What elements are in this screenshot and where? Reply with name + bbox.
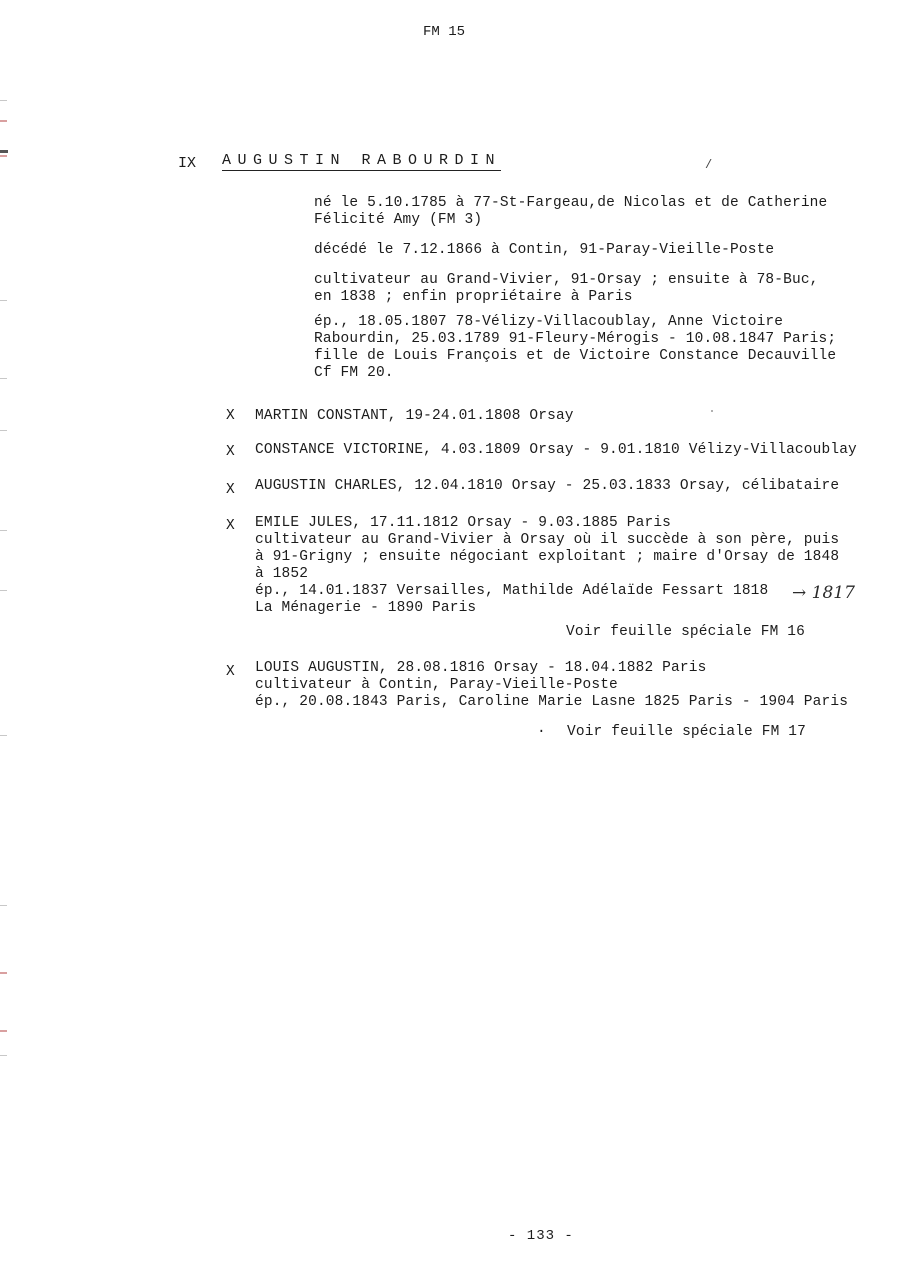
tick-mark: / <box>705 158 713 172</box>
bullet-dot: · <box>537 724 546 740</box>
scan-mark <box>0 100 7 101</box>
occupation-paragraph <box>314 272 819 306</box>
text-line: Cf FM 20. <box>314 365 394 381</box>
child-entry <box>255 408 574 425</box>
text-line: décédé le 7.12.1866 à Contin, 91-Paray-Vieille-Poste <box>314 242 775 258</box>
child-marker: X <box>226 518 235 534</box>
scan-mark <box>0 590 7 591</box>
scan-mark <box>0 735 7 736</box>
text-line: La Ménagerie - 1890 Paris <box>255 600 477 616</box>
page-number: - 133 - <box>508 1228 574 1244</box>
child-marker: X <box>226 444 235 460</box>
child-marker: X <box>226 482 235 498</box>
text-line: ép., 18.05.1807 78-Vélizy-Villacoublay, Anne Victoire <box>314 314 784 330</box>
scan-mark <box>0 430 7 431</box>
scan-mark <box>0 150 8 153</box>
text-line: cultivateur à Contin, Paray-Vieille-Poste <box>255 677 618 693</box>
child-entry <box>255 442 857 459</box>
child-entry <box>255 660 848 711</box>
text-line: MARTIN CONSTANT, 19-24.01.1808 Orsay <box>255 408 574 424</box>
scan-mark <box>0 300 7 301</box>
birth-paragraph <box>314 195 827 229</box>
text-line: en 1838 ; enfin propriétaire à Paris <box>314 289 633 305</box>
text-line: né le 5.10.1785 à 77-St-Fargeau,de Nicolas et de Catherine <box>314 195 828 211</box>
handwritten-annotation: → 1817 <box>792 583 855 603</box>
text-line: fille de Louis François et de Victoire Constance Decauville <box>314 348 837 364</box>
scan-mark <box>0 905 7 906</box>
text-line: EMILE JULES, 17.11.1812 Orsay - 9.03.1885 Paris <box>255 515 672 531</box>
text-line: Félicité Amy (FM 3) <box>314 212 483 228</box>
text-line: cultivateur au Grand-Vivier, 91-Orsay ; ensuite à 78-Buc, <box>314 272 819 288</box>
text-line: à 91-Grigny ; ensuite négociant exploitant ; maire d'Orsay de 1848 <box>255 549 840 565</box>
text-line: Rabourdin, 25.03.1789 91-Fleury-Mérogis - 10.08.1847 Paris; <box>314 331 837 347</box>
child-entry <box>255 478 839 495</box>
section-number: IX <box>178 155 197 172</box>
scan-mark <box>0 1055 7 1056</box>
text-line: CONSTANCE VICTORINE, 4.03.1809 Orsay - 9.01.1810 Vélizy-Villacoublay <box>255 442 857 458</box>
scan-mark <box>0 155 7 157</box>
text-line: cultivateur au Grand-Vivier à Orsay où il succède à son père, puis <box>255 532 840 548</box>
text-line: à 1852 <box>255 566 309 582</box>
text-line: LOUIS AUGUSTIN, 28.08.1816 Orsay - 18.04.1882 Paris <box>255 660 707 676</box>
child-marker: X <box>226 408 235 424</box>
scan-mark <box>0 530 7 531</box>
text-line: ép., 20.08.1843 Paris, Caroline Marie Lasne 1825 Paris - 1904 Paris <box>255 694 849 710</box>
scan-speck <box>711 410 713 412</box>
marriage-paragraph <box>314 314 836 382</box>
cross-reference: Voir feuille spéciale FM 16 <box>566 624 805 640</box>
scan-mark <box>0 972 7 974</box>
scan-mark <box>0 120 7 122</box>
scan-mark <box>0 378 7 379</box>
text-line: ép., 14.01.1837 Versailles, Mathilde Adélaïde Fessart 1818 <box>255 583 769 599</box>
cross-reference: Voir feuille spéciale FM 17 <box>567 724 806 740</box>
death-paragraph <box>314 242 774 259</box>
child-entry <box>255 515 839 617</box>
text-line: AUGUSTIN CHARLES, 12.04.1810 Orsay - 25.03.1833 Orsay, célibataire <box>255 478 840 494</box>
scan-mark <box>0 1030 7 1032</box>
section-title: AUGUSTIN RABOURDIN <box>222 152 502 169</box>
page-header-code: FM 15 <box>423 24 466 40</box>
child-marker: X <box>226 664 235 680</box>
